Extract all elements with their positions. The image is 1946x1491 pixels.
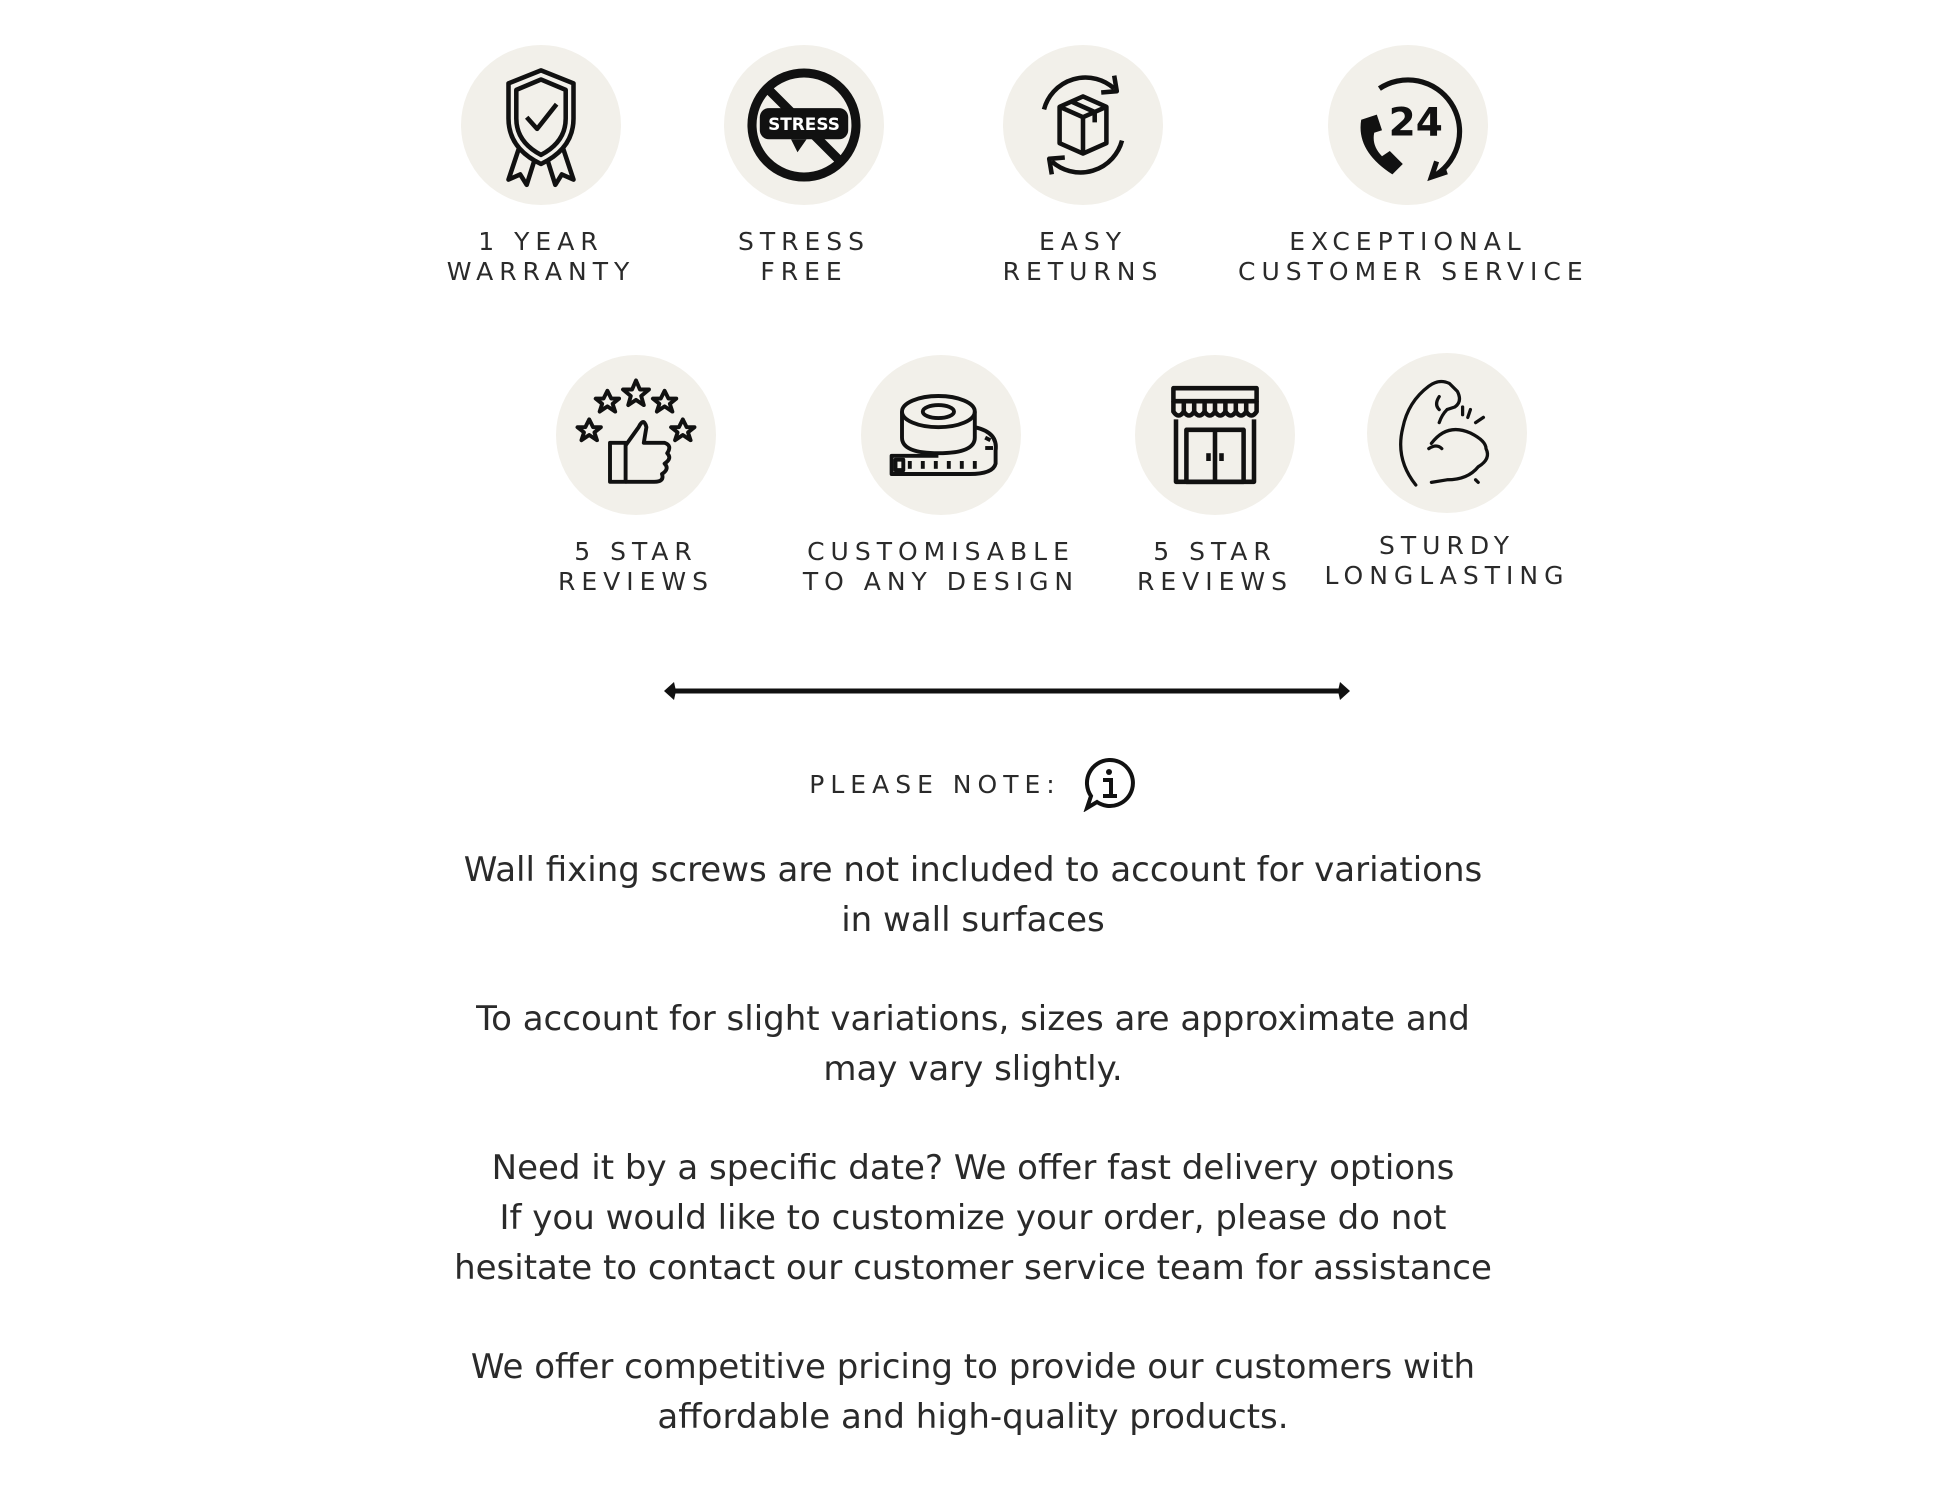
note-paragraph: Need it by a specific date? We offer fast delivery options If you would like to customize your order, please do not hesitate to contact our customer service team for assistance: [454, 1148, 1492, 1288]
note-paragraph: Wall fixing screws are not included to account for variations in wall surfaces: [463, 850, 1483, 940]
divider-rod: [662, 676, 1352, 706]
reviews-icon-circle: [556, 355, 716, 515]
customisable-icon-circle: [861, 355, 1021, 515]
feature-label: 5 STAR REVIEWS: [1136, 537, 1294, 596]
info-bubble-icon: [1081, 756, 1137, 812]
feature-label: 1 YEAR WARRANTY: [446, 227, 636, 286]
no-stress-icon: [739, 60, 869, 190]
stress-icon-circle: [724, 45, 884, 205]
feature-5-star-reviews: [506, 355, 766, 597]
note-heading: [0, 756, 1946, 812]
feature-customisable: [802, 355, 1080, 597]
note-paragraphs: [373, 845, 1573, 1491]
feature-label: CUSTOMISABLE TO ANY DESIGN: [802, 537, 1080, 596]
feature-label: STURDY LONGLASTING: [1324, 531, 1570, 590]
thumbs-up-stars-icon: [571, 370, 701, 500]
feature-stress-free: [674, 45, 934, 287]
feature-label: EXCEPTIONAL CUSTOMER SERVICE: [1238, 227, 1589, 286]
feature-customer-service: [1238, 45, 1589, 287]
sturdy-icon-circle: [1367, 353, 1527, 513]
note-heading-text: PLEASE NOTE:: [809, 769, 1061, 799]
tape-measure-icon: [876, 370, 1006, 500]
returns-icon-circle: [1003, 45, 1163, 205]
feature-label: EASY RETURNS: [1002, 227, 1164, 286]
phone-24-text: 24: [1388, 100, 1443, 146]
stress-icon-text: STRESS: [768, 114, 840, 135]
storefront-icon: [1150, 370, 1280, 500]
feature-label: 5 STAR REVIEWS: [557, 537, 715, 596]
service-icon-circle: [1328, 45, 1488, 205]
warranty-icon-circle: [461, 45, 621, 205]
note-paragraph: We offer competitive pricing to provide our customers with affordable and high-quality products.: [470, 1347, 1476, 1437]
returns-box-icon: [1018, 60, 1148, 190]
feature-easy-returns: [953, 45, 1213, 287]
warranty-shield-icon: [476, 60, 606, 190]
flexed-arm-icon: [1382, 368, 1512, 498]
note-paragraph: To account for slight variations, sizes are approximate and may vary slightly.: [476, 999, 1470, 1089]
feature-label: STRESS FREE: [737, 227, 871, 286]
feature-sturdy: [1317, 353, 1577, 591]
phone-24-icon: [1343, 60, 1473, 190]
feature-warranty: [411, 45, 671, 287]
store-icon-circle: [1135, 355, 1295, 515]
